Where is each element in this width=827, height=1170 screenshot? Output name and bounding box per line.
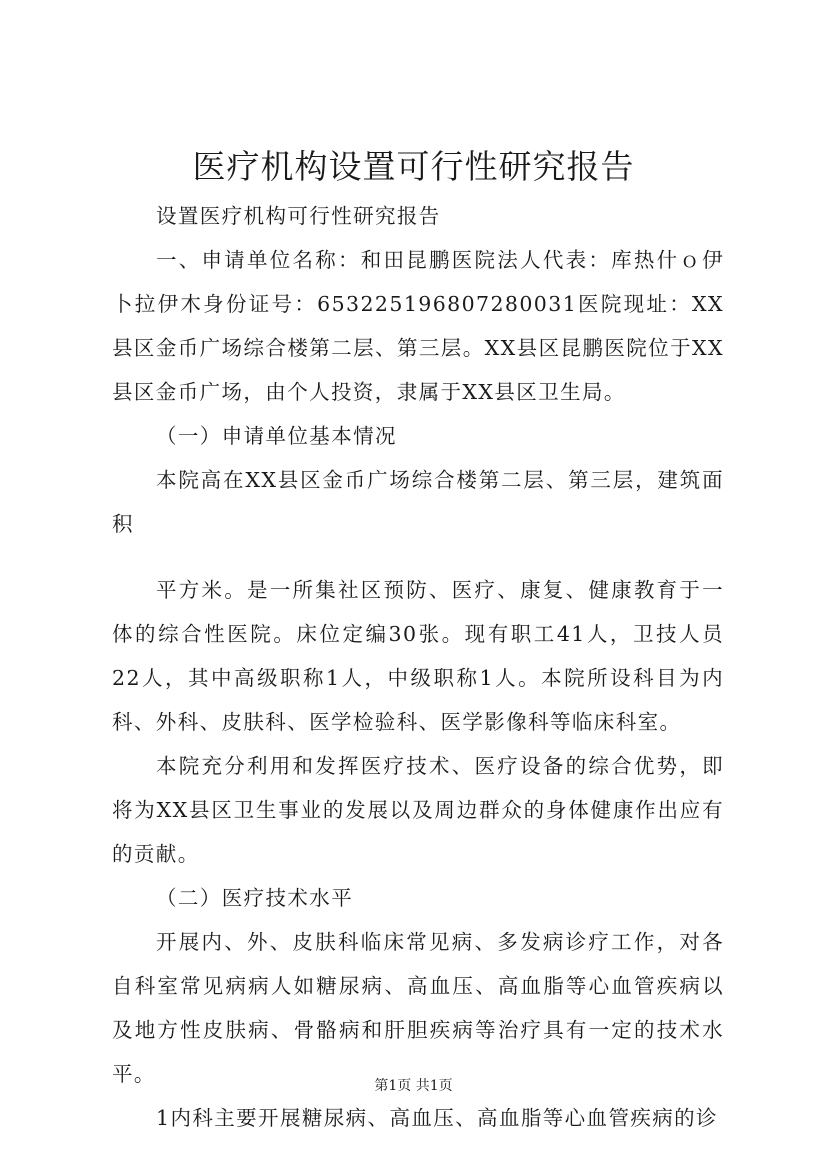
paragraph-subtitle: 设置医疗机构可行性研究报告 <box>156 204 441 228</box>
document-body <box>112 194 724 1140</box>
paragraph-applicant: 一、申请单位名称：和田昆鹏医院法人代表：库热什ｏ伊卜拉伊木身份证号：653225196807280031医院现址：XX县区金币广场综合楼第二层、第三层。XX县区昆鹏医院位于XX县区金币广场，由个人投资，隶属于XX县区卫生局。 <box>112 248 724 404</box>
section-heading-basic-info: （一）申请单位基本情况 <box>156 424 397 448</box>
paragraph-contribution: 本院充分利用和发挥医疗技术、医疗设备的综合优势，即将为XX县区卫生事业的发展以及周边群众的身体健康作出应有的贡献。 <box>112 754 724 866</box>
section-heading-tech-level: （二）医疗技术水平 <box>156 886 354 910</box>
document-title: 医疗机构设置可行性研究报告 <box>192 147 635 186</box>
paragraph-location: 本院高在XX县区金币广场综合楼第二层、第三层，建筑面积 <box>112 468 724 536</box>
paragraph-tech-level: 开展内、外、皮肤科临床常见病、多发病诊疗工作，对各自科室常见病病人如糖尿病、高血压、高血脂等心血管疾病以及地方性皮肤病、骨骼病和肝胆疾病等治疗具有一定的技术水平。 <box>112 930 724 1086</box>
page-footer: 第1页 共1页 <box>374 1078 453 1094</box>
paragraph-internal-medicine: 1内科主要开展糖尿病、高血压、高血脂等心血管疾病的诊 <box>156 1106 718 1130</box>
paragraph-hospital-profile: 平方米。是一所集社区预防、医疗、康复、健康教育于一体的综合性医院。床位定编30张。现有职工41人，卫技人员22人，其中高级职称1人，中级职称1人。本院所设科目为内科、外科、皮肤科、医学检验科、医学影像科等临床科室。 <box>112 578 724 734</box>
